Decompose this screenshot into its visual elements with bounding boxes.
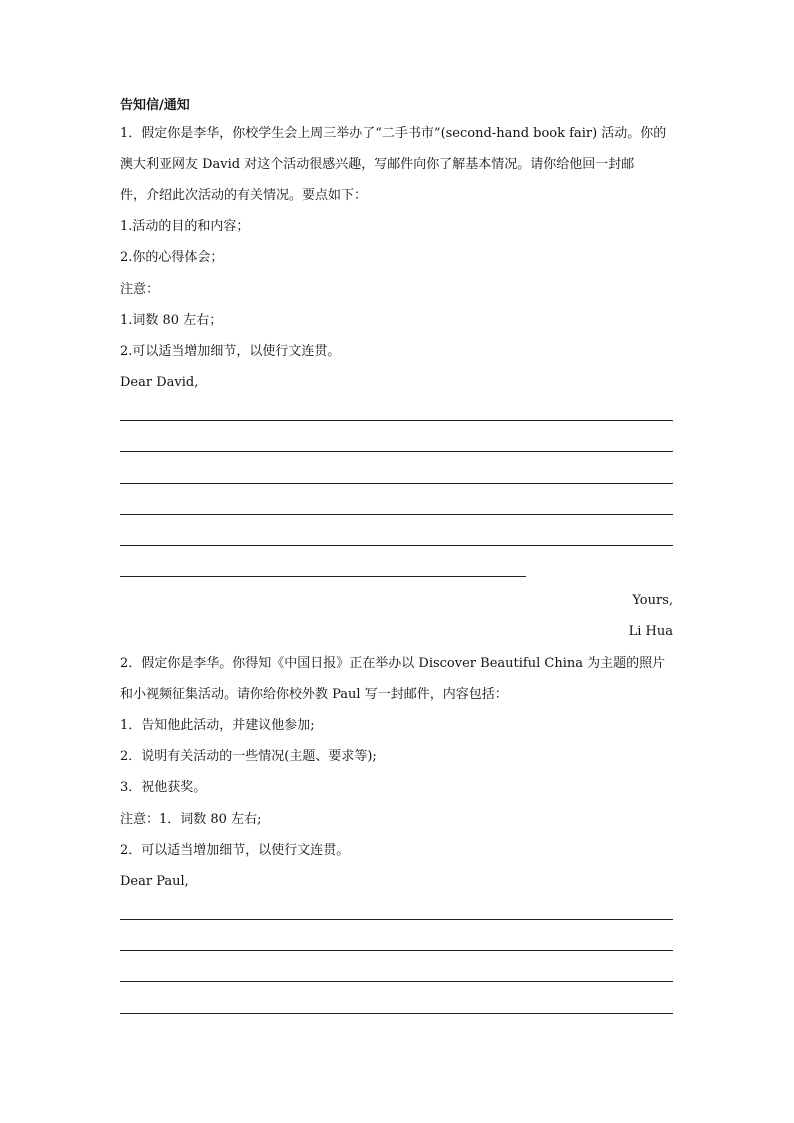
task2-prompt-line: 2．假定你是李华。你得知《中国日报》正在举办以 Discover Beautiful China 为主题的照片 [120, 656, 666, 671]
writing-line[interactable] [120, 981, 673, 982]
writing-line[interactable] [120, 1013, 673, 1014]
task2-note: 注意：1．词数 80 左右; [120, 812, 262, 827]
task1-prompt-line: 澳大利亚网友 David 对这个活动很感兴趣，写邮件向你了解基本情况。请你给他回一封邮 [120, 157, 635, 172]
writing-line[interactable] [120, 545, 673, 546]
task1-salutation: Dear David, [120, 375, 199, 390]
task2-salutation: Dear Paul, [120, 874, 189, 889]
task1-note: 2.可以适当增加细节，以使行文连贯。 [120, 344, 341, 359]
writing-line[interactable] [120, 483, 673, 484]
writing-line[interactable] [120, 576, 526, 577]
writing-line[interactable] [120, 514, 673, 515]
task2-point: 2．说明有关活动的一些情况(主题、要求等); [120, 749, 377, 764]
task2-point: 3．祝他获奖。 [120, 780, 207, 795]
task1-point: 2.你的心得体会； [120, 250, 224, 265]
task1-closing: Yours, [632, 593, 673, 608]
task2-note: 2．可以适当增加细节，以使行文连贯。 [120, 843, 350, 858]
task1-note: 1.词数 80 左右； [120, 313, 223, 328]
task1-note-label: 注意： [120, 282, 160, 297]
section-title: 告知信/通知 [120, 98, 190, 113]
task1-prompt-line: 件，介绍此次活动的有关情况。要点如下： [120, 188, 368, 203]
writing-line[interactable] [120, 919, 673, 920]
task2-point: 1．告知他此活动，并建议他参加; [120, 718, 315, 733]
writing-line[interactable] [120, 420, 673, 421]
task2-prompt-line: 和小视频征集活动。请你给你校外教 Paul 写一封邮件，内容包括： [120, 687, 508, 702]
task1-prompt-line: 1．假定你是李华，你校学生会上周三举办了“二手书市”(second-hand book fair) 活动。你的 [120, 126, 667, 141]
writing-line[interactable] [120, 950, 673, 951]
task1-point: 1.活动的目的和内容； [120, 219, 250, 234]
task1-signature: Li Hua [628, 624, 673, 639]
writing-line[interactable] [120, 451, 673, 452]
